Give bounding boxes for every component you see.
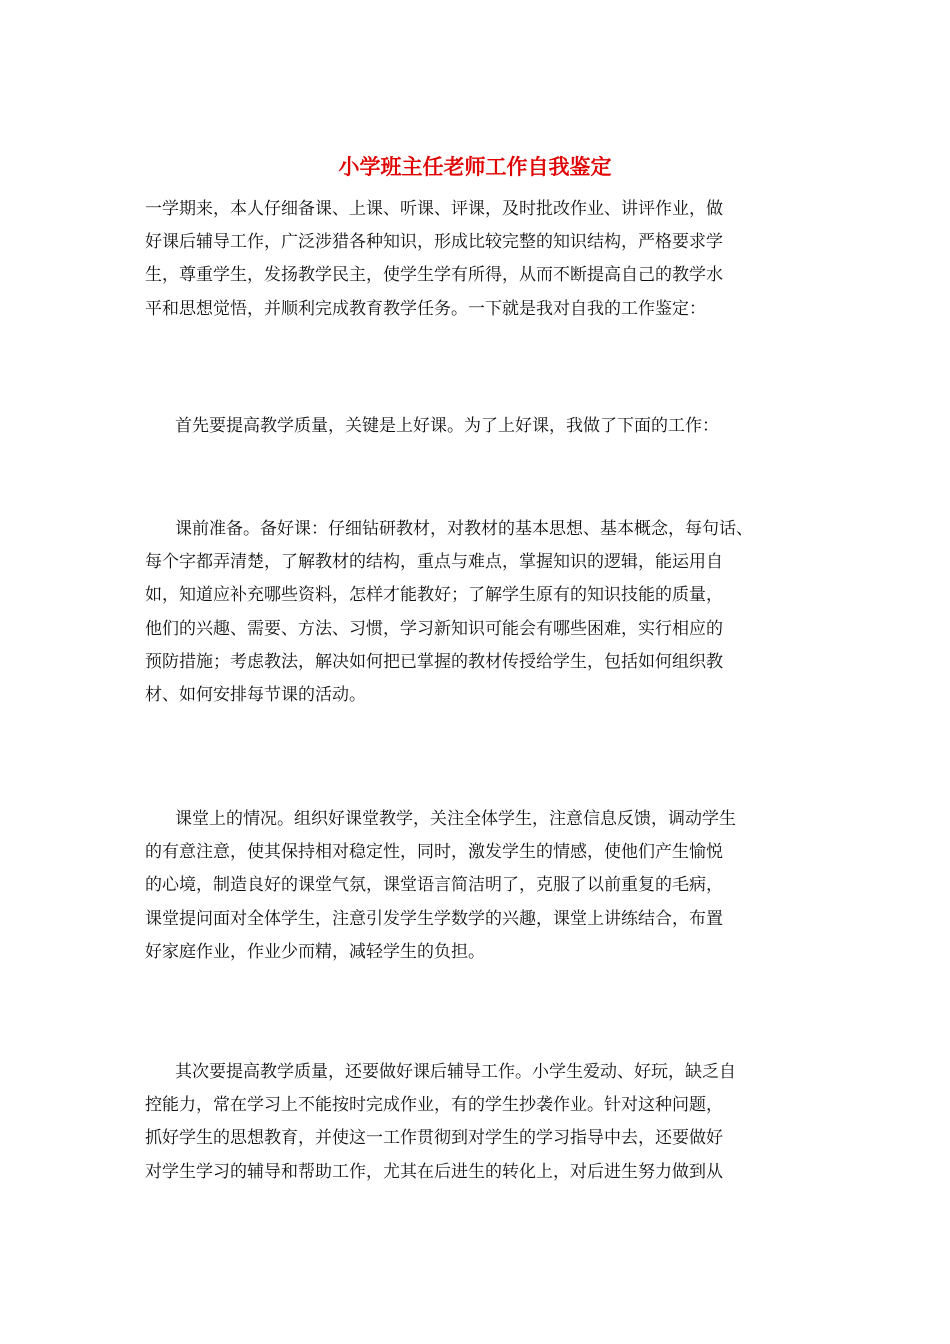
paragraph-quality [145,410,719,443]
paragraph-line: 的心境，制造良好的课堂气氛，课堂语言简洁明了，克服了以前重复的毛病， [145,875,723,896]
paragraph-line: 对学生学习的辅导和帮助工作，尤其在后进生的转化上，对后进生努力做到从 [145,1161,723,1182]
paragraph-intro [145,193,723,326]
paragraph-line: 平和思想觉悟，并顺利完成教育教学任务。一下就是我对自我的工作鉴定： [145,298,706,319]
paragraph-line: 其次要提高教学质量，还要做好课后辅导工作。小学生爱动、好玩，缺乏自 [175,1062,736,1082]
paragraph-line: 课堂提问面对全体学生，注意引发学生学数学的兴趣，课堂上讲练结合，布置 [145,908,723,929]
paragraph-line: 抓好学生的思想教育，并使这一工作贯彻到对学生的学习指导中去，还要做好 [145,1128,723,1149]
paragraph-line: 课前准备。备好课：仔细钻研教材，对教材的基本思想、基本概念，每句话、 [175,519,753,539]
paragraph-line: 材、如何安排每节课的活动。 [145,684,366,705]
paragraph-line: 如，知道应补充哪些资料，怎样才能教好；了解学生原有的知识技能的质量， [145,585,723,606]
paragraph-line: 控能力，常在学习上不能按时完成作业，有的学生抄袭作业。针对这种问题， [145,1095,723,1116]
paragraph-line: 生，尊重学生，发扬教学民主，使学生学有所得，从而不断提高自己的教学水 [145,265,723,286]
paragraph-preparation [145,513,753,712]
paragraph-line: 首先要提高教学质量，关键是上好课。为了上好课，我做了下面的工作： [175,416,719,436]
paragraph-line: 的有意注意，使其保持相对稳定性，同时，激发学生的情感，使他们产生愉悦 [145,842,723,863]
paragraph-line: 课堂上的情况。组织好课堂教学，关注全体学生，注意信息反馈，调动学生 [175,809,736,829]
paragraph-line: 每个字都弄清楚，了解教材的结构，重点与难点，掌握知识的逻辑，能运用自 [145,552,723,573]
paragraph-line: 一学期来，本人仔细备课、上课、听课、评课，及时批改作业、讲评作业，做 [145,199,723,219]
paragraph-tutoring [145,1056,736,1189]
paragraph-line: 预防措施；考虑教法，解决如何把已掌握的教材传授给学生，包括如何组织教 [145,651,723,672]
document-title: 小学班主任老师工作自我鉴定 [338,154,612,179]
paragraph-line: 他们的兴趣、需要、方法、习惯，学习新知识可能会有哪些困难，实行相应的 [145,618,723,639]
paragraph-line: 好家庭作业，作业少而精，减轻学生的负担。 [145,941,485,962]
paragraph-classroom [145,803,736,969]
paragraph-line: 好课后辅导工作，广泛涉猎各种知识，形成比较完整的知识结构，严格要求学 [145,232,723,253]
